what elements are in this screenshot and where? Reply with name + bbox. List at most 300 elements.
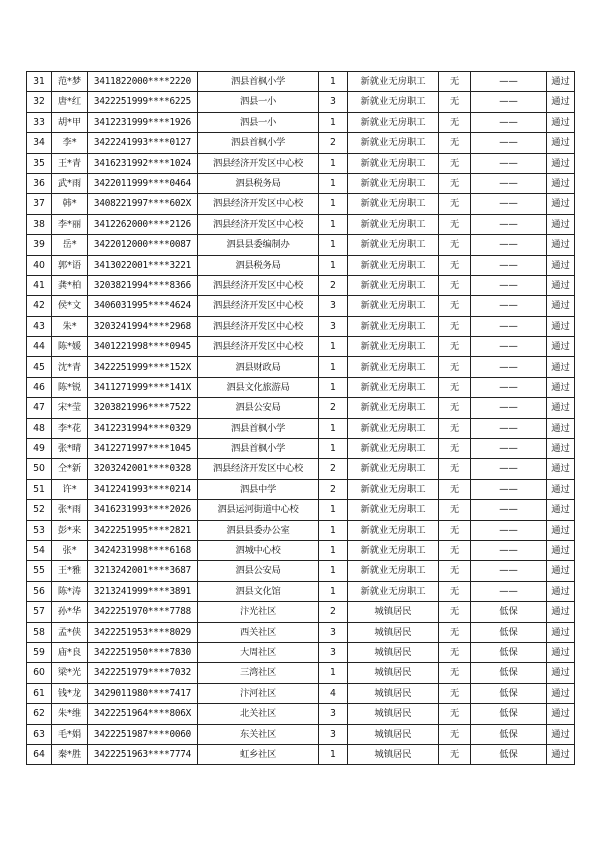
row-number: 61 xyxy=(27,683,52,703)
review-result: 通过 xyxy=(547,704,575,724)
subsidy-type: 低保 xyxy=(471,683,547,703)
subsidy-type: —— xyxy=(471,173,547,193)
household-size: 1 xyxy=(319,153,348,173)
review-result: 通过 xyxy=(547,520,575,540)
applicant-name: 朱* xyxy=(52,316,88,336)
work-unit: 泗县运河街道中心校 xyxy=(198,500,319,520)
household-size: 1 xyxy=(319,357,348,377)
applicant-category: 城镇居民 xyxy=(348,642,439,662)
subsidy-type: —— xyxy=(471,133,547,153)
household-size: 3 xyxy=(319,724,348,744)
row-number: 37 xyxy=(27,194,52,214)
subsidy-type: —— xyxy=(471,500,547,520)
review-result: 通过 xyxy=(547,133,575,153)
table-row xyxy=(27,133,575,153)
applicant-name: 岳* xyxy=(52,235,88,255)
household-size: 1 xyxy=(319,744,348,764)
row-number: 52 xyxy=(27,500,52,520)
housing-status: 无 xyxy=(439,602,471,622)
subsidy-type: —— xyxy=(471,72,547,92)
household-size: 4 xyxy=(319,683,348,703)
id-number: 3424231998****6168 xyxy=(88,540,198,560)
row-number: 38 xyxy=(27,214,52,234)
table-row xyxy=(27,398,575,418)
housing-status: 无 xyxy=(439,540,471,560)
subsidy-type: —— xyxy=(471,112,547,132)
id-number: 3406031995****4624 xyxy=(88,296,198,316)
row-number: 49 xyxy=(27,439,52,459)
row-number: 40 xyxy=(27,255,52,275)
review-result: 通过 xyxy=(547,683,575,703)
applicant-name: 彭*来 xyxy=(52,520,88,540)
applicant-table xyxy=(26,71,575,765)
household-size: 1 xyxy=(319,214,348,234)
housing-status: 无 xyxy=(439,581,471,601)
review-result: 通过 xyxy=(547,744,575,764)
work-unit: 泗县经济开发区中心校 xyxy=(198,214,319,234)
housing-status: 无 xyxy=(439,194,471,214)
applicant-name: 王*青 xyxy=(52,153,88,173)
row-number: 59 xyxy=(27,642,52,662)
review-result: 通过 xyxy=(547,622,575,642)
id-number: 3422251995****2821 xyxy=(88,520,198,540)
applicant-category: 新就业无房职工 xyxy=(348,92,439,112)
applicant-category: 新就业无房职工 xyxy=(348,398,439,418)
table-row xyxy=(27,214,575,234)
review-result: 通过 xyxy=(547,439,575,459)
review-result: 通过 xyxy=(547,500,575,520)
applicant-category: 城镇居民 xyxy=(348,602,439,622)
table-row xyxy=(27,337,575,357)
household-size: 1 xyxy=(319,439,348,459)
household-size: 2 xyxy=(319,459,348,479)
work-unit: 北关社区 xyxy=(198,704,319,724)
review-result: 通过 xyxy=(547,337,575,357)
work-unit: 泗县一小 xyxy=(198,92,319,112)
housing-status: 无 xyxy=(439,112,471,132)
row-number: 44 xyxy=(27,337,52,357)
applicant-category: 新就业无房职工 xyxy=(348,520,439,540)
work-unit: 泗县首枫小学 xyxy=(198,72,319,92)
work-unit: 泗县财政局 xyxy=(198,357,319,377)
housing-status: 无 xyxy=(439,561,471,581)
housing-status: 无 xyxy=(439,235,471,255)
id-number: 3411822000****2220 xyxy=(88,72,198,92)
subsidy-type: —— xyxy=(471,540,547,560)
work-unit: 泗县经济开发区中心校 xyxy=(198,275,319,295)
review-result: 通过 xyxy=(547,602,575,622)
table-row xyxy=(27,112,575,132)
household-size: 1 xyxy=(319,663,348,683)
household-size: 2 xyxy=(319,275,348,295)
id-number: 3413022001****3221 xyxy=(88,255,198,275)
subsidy-type: —— xyxy=(471,561,547,581)
id-number: 3203242001****0328 xyxy=(88,459,198,479)
id-number: 3422012000****0087 xyxy=(88,235,198,255)
work-unit: 泗县公安局 xyxy=(198,561,319,581)
subsidy-type: —— xyxy=(471,479,547,499)
table-row xyxy=(27,500,575,520)
housing-status: 无 xyxy=(439,377,471,397)
subsidy-type: —— xyxy=(471,214,547,234)
work-unit: 泗县首枫小学 xyxy=(198,418,319,438)
id-number: 3213242001****3687 xyxy=(88,561,198,581)
subsidy-type: 低保 xyxy=(471,602,547,622)
applicant-name: 朱*维 xyxy=(52,704,88,724)
id-number: 3408221997****602X xyxy=(88,194,198,214)
applicant-name: 毛*娟 xyxy=(52,724,88,744)
id-number: 3412231994****0329 xyxy=(88,418,198,438)
household-size: 1 xyxy=(319,520,348,540)
id-number: 3422251950****7830 xyxy=(88,642,198,662)
subsidy-type: 低保 xyxy=(471,642,547,662)
review-result: 通过 xyxy=(547,275,575,295)
household-size: 2 xyxy=(319,133,348,153)
housing-status: 无 xyxy=(439,683,471,703)
housing-status: 无 xyxy=(439,642,471,662)
id-number: 3213241999****3891 xyxy=(88,581,198,601)
table-row xyxy=(27,642,575,662)
applicant-category: 新就业无房职工 xyxy=(348,173,439,193)
applicant-category: 新就业无房职工 xyxy=(348,500,439,520)
table-row xyxy=(27,561,575,581)
id-number: 3422251999****6225 xyxy=(88,92,198,112)
id-number: 3422251987****0060 xyxy=(88,724,198,744)
household-size: 1 xyxy=(319,377,348,397)
applicant-category: 新就业无房职工 xyxy=(348,235,439,255)
work-unit: 三湾社区 xyxy=(198,663,319,683)
applicant-name: 秦*胜 xyxy=(52,744,88,764)
applicant-category: 新就业无房职工 xyxy=(348,296,439,316)
applicant-name: 张*晴 xyxy=(52,439,88,459)
row-number: 54 xyxy=(27,540,52,560)
row-number: 39 xyxy=(27,235,52,255)
table-row xyxy=(27,418,575,438)
row-number: 62 xyxy=(27,704,52,724)
row-number: 31 xyxy=(27,72,52,92)
row-number: 34 xyxy=(27,133,52,153)
table-row xyxy=(27,622,575,642)
table-row xyxy=(27,377,575,397)
applicant-name: 仝*新 xyxy=(52,459,88,479)
subsidy-type: —— xyxy=(471,255,547,275)
applicant-name: 李*丽 xyxy=(52,214,88,234)
row-number: 36 xyxy=(27,173,52,193)
subsidy-type: 低保 xyxy=(471,622,547,642)
work-unit: 泗县县委编制办 xyxy=(198,235,319,255)
table-row xyxy=(27,296,575,316)
household-size: 3 xyxy=(319,622,348,642)
subsidy-type: 低保 xyxy=(471,744,547,764)
row-number: 35 xyxy=(27,153,52,173)
housing-status: 无 xyxy=(439,255,471,275)
household-size: 3 xyxy=(319,92,348,112)
housing-status: 无 xyxy=(439,357,471,377)
table-row xyxy=(27,520,575,540)
household-size: 2 xyxy=(319,479,348,499)
table-row xyxy=(27,153,575,173)
subsidy-type: 低保 xyxy=(471,704,547,724)
table-row xyxy=(27,255,575,275)
review-result: 通过 xyxy=(547,214,575,234)
housing-status: 无 xyxy=(439,316,471,336)
applicant-category: 新就业无房职工 xyxy=(348,316,439,336)
id-number: 3422241993****0127 xyxy=(88,133,198,153)
table-row xyxy=(27,194,575,214)
table-row xyxy=(27,602,575,622)
id-number: 3416231992****1024 xyxy=(88,153,198,173)
applicant-category: 城镇居民 xyxy=(348,704,439,724)
review-result: 通过 xyxy=(547,724,575,744)
id-number: 3422251964****806X xyxy=(88,704,198,724)
applicant-name: 王*雅 xyxy=(52,561,88,581)
household-size: 3 xyxy=(319,704,348,724)
applicant-category: 新就业无房职工 xyxy=(348,581,439,601)
household-size: 1 xyxy=(319,500,348,520)
housing-status: 无 xyxy=(439,663,471,683)
table-row xyxy=(27,663,575,683)
id-number: 3422251979****7032 xyxy=(88,663,198,683)
row-number: 63 xyxy=(27,724,52,744)
applicant-name: 韩* xyxy=(52,194,88,214)
applicant-name: 范*梦 xyxy=(52,72,88,92)
applicant-name: 陈*涛 xyxy=(52,581,88,601)
work-unit: 泗县一小 xyxy=(198,112,319,132)
id-number: 3203821996****7522 xyxy=(88,398,198,418)
housing-status: 无 xyxy=(439,133,471,153)
subsidy-type: —— xyxy=(471,92,547,112)
work-unit: 泗县县委办公室 xyxy=(198,520,319,540)
applicant-name: 梁*光 xyxy=(52,663,88,683)
applicant-category: 新就业无房职工 xyxy=(348,377,439,397)
applicant-name: 李*花 xyxy=(52,418,88,438)
housing-status: 无 xyxy=(439,418,471,438)
row-number: 46 xyxy=(27,377,52,397)
review-result: 通过 xyxy=(547,112,575,132)
household-size: 1 xyxy=(319,561,348,581)
row-number: 47 xyxy=(27,398,52,418)
id-number: 3412262000****2126 xyxy=(88,214,198,234)
housing-status: 无 xyxy=(439,153,471,173)
subsidy-type: —— xyxy=(471,194,547,214)
id-number: 3422251970****7788 xyxy=(88,602,198,622)
applicant-name: 陈*锐 xyxy=(52,377,88,397)
row-number: 48 xyxy=(27,418,52,438)
id-number: 3411271999****141X xyxy=(88,377,198,397)
work-unit: 泗县经济开发区中心校 xyxy=(198,296,319,316)
table-row xyxy=(27,704,575,724)
review-result: 通过 xyxy=(547,540,575,560)
review-result: 通过 xyxy=(547,316,575,336)
subsidy-type: —— xyxy=(471,235,547,255)
housing-status: 无 xyxy=(439,704,471,724)
subsidy-type: —— xyxy=(471,520,547,540)
applicant-category: 新就业无房职工 xyxy=(348,337,439,357)
table-row xyxy=(27,72,575,92)
work-unit: 汴河社区 xyxy=(198,683,319,703)
review-result: 通过 xyxy=(547,642,575,662)
housing-status: 无 xyxy=(439,500,471,520)
household-size: 1 xyxy=(319,194,348,214)
review-result: 通过 xyxy=(547,357,575,377)
applicant-category: 新就业无房职工 xyxy=(348,479,439,499)
review-result: 通过 xyxy=(547,255,575,275)
review-result: 通过 xyxy=(547,296,575,316)
review-result: 通过 xyxy=(547,561,575,581)
id-number: 3412241993****0214 xyxy=(88,479,198,499)
applicant-category: 新就业无房职工 xyxy=(348,275,439,295)
row-number: 42 xyxy=(27,296,52,316)
work-unit: 泗县中学 xyxy=(198,479,319,499)
table-row xyxy=(27,275,575,295)
review-result: 通过 xyxy=(547,418,575,438)
row-number: 33 xyxy=(27,112,52,132)
id-number: 3429011980****7417 xyxy=(88,683,198,703)
subsidy-type: —— xyxy=(471,418,547,438)
applicant-category: 城镇居民 xyxy=(348,663,439,683)
applicant-category: 城镇居民 xyxy=(348,683,439,703)
housing-status: 无 xyxy=(439,459,471,479)
row-number: 55 xyxy=(27,561,52,581)
applicant-name: 孟*侠 xyxy=(52,622,88,642)
work-unit: 大周社区 xyxy=(198,642,319,662)
row-number: 32 xyxy=(27,92,52,112)
id-number: 3422251999****152X xyxy=(88,357,198,377)
household-size: 3 xyxy=(319,642,348,662)
review-result: 通过 xyxy=(547,479,575,499)
household-size: 2 xyxy=(319,398,348,418)
applicant-name: 沈*青 xyxy=(52,357,88,377)
work-unit: 汴光社区 xyxy=(198,602,319,622)
work-unit: 泗县首枫小学 xyxy=(198,439,319,459)
applicant-name: 龚*柏 xyxy=(52,275,88,295)
row-number: 56 xyxy=(27,581,52,601)
applicant-category: 新就业无房职工 xyxy=(348,214,439,234)
id-number: 3422251963****7774 xyxy=(88,744,198,764)
household-size: 2 xyxy=(319,602,348,622)
work-unit: 虹乡社区 xyxy=(198,744,319,764)
subsidy-type: —— xyxy=(471,296,547,316)
applicant-name: 陈*媛 xyxy=(52,337,88,357)
housing-status: 无 xyxy=(439,622,471,642)
applicant-name: 钱*龙 xyxy=(52,683,88,703)
household-size: 1 xyxy=(319,112,348,132)
housing-status: 无 xyxy=(439,724,471,744)
applicant-category: 新就业无房职工 xyxy=(348,255,439,275)
table-row xyxy=(27,173,575,193)
subsidy-type: —— xyxy=(471,316,547,336)
applicant-name: 唐*红 xyxy=(52,92,88,112)
applicant-name: 孙*华 xyxy=(52,602,88,622)
id-number: 3203821994****8366 xyxy=(88,275,198,295)
work-unit: 泗县公安局 xyxy=(198,398,319,418)
applicant-category: 新就业无房职工 xyxy=(348,133,439,153)
work-unit: 泗县税务局 xyxy=(198,255,319,275)
review-result: 通过 xyxy=(547,194,575,214)
row-number: 53 xyxy=(27,520,52,540)
applicant-category: 城镇居民 xyxy=(348,622,439,642)
applicant-name: 张* xyxy=(52,540,88,560)
review-result: 通过 xyxy=(547,377,575,397)
id-number: 3401221998****0945 xyxy=(88,337,198,357)
review-result: 通过 xyxy=(547,581,575,601)
work-unit: 泗县经济开发区中心校 xyxy=(198,153,319,173)
household-size: 3 xyxy=(319,296,348,316)
row-number: 51 xyxy=(27,479,52,499)
row-number: 43 xyxy=(27,316,52,336)
work-unit: 泗县经济开发区中心校 xyxy=(198,194,319,214)
review-result: 通过 xyxy=(547,459,575,479)
applicant-category: 新就业无房职工 xyxy=(348,439,439,459)
subsidy-type: 低保 xyxy=(471,724,547,744)
row-number: 64 xyxy=(27,744,52,764)
housing-status: 无 xyxy=(439,296,471,316)
applicant-name: 张*雨 xyxy=(52,500,88,520)
housing-status: 无 xyxy=(439,214,471,234)
row-number: 45 xyxy=(27,357,52,377)
household-size: 1 xyxy=(319,337,348,357)
table-row xyxy=(27,439,575,459)
housing-status: 无 xyxy=(439,72,471,92)
id-number: 3412271997****1045 xyxy=(88,439,198,459)
housing-status: 无 xyxy=(439,479,471,499)
table-row xyxy=(27,724,575,744)
applicant-name: 侯*文 xyxy=(52,296,88,316)
household-size: 1 xyxy=(319,72,348,92)
housing-status: 无 xyxy=(439,744,471,764)
housing-status: 无 xyxy=(439,439,471,459)
housing-status: 无 xyxy=(439,398,471,418)
id-number: 3416231993****2026 xyxy=(88,500,198,520)
row-number: 50 xyxy=(27,459,52,479)
table-row xyxy=(27,683,575,703)
household-size: 1 xyxy=(319,418,348,438)
subsidy-type: —— xyxy=(471,377,547,397)
applicant-category: 新就业无房职工 xyxy=(348,459,439,479)
housing-status: 无 xyxy=(439,173,471,193)
household-size: 1 xyxy=(319,255,348,275)
applicant-category: 新就业无房职工 xyxy=(348,72,439,92)
household-size: 1 xyxy=(319,540,348,560)
subsidy-type: 低保 xyxy=(471,663,547,683)
row-number: 58 xyxy=(27,622,52,642)
housing-status: 无 xyxy=(439,520,471,540)
applicant-category: 新就业无房职工 xyxy=(348,357,439,377)
applicant-category: 城镇居民 xyxy=(348,744,439,764)
table-row xyxy=(27,540,575,560)
row-number: 41 xyxy=(27,275,52,295)
subsidy-type: —— xyxy=(471,398,547,418)
applicant-category: 新就业无房职工 xyxy=(348,194,439,214)
table-row xyxy=(27,459,575,479)
housing-status: 无 xyxy=(439,275,471,295)
id-number: 3422251953****8029 xyxy=(88,622,198,642)
id-number: 3203241994****2968 xyxy=(88,316,198,336)
id-number: 3422011999****0464 xyxy=(88,173,198,193)
applicant-category: 新就业无房职工 xyxy=(348,540,439,560)
applicant-category: 新就业无房职工 xyxy=(348,418,439,438)
work-unit: 泗县文化馆 xyxy=(198,581,319,601)
subsidy-type: —— xyxy=(471,357,547,377)
work-unit: 西关社区 xyxy=(198,622,319,642)
work-unit: 东关社区 xyxy=(198,724,319,744)
applicant-name: 李* xyxy=(52,133,88,153)
table-row xyxy=(27,357,575,377)
applicant-name: 武*雨 xyxy=(52,173,88,193)
row-number: 57 xyxy=(27,602,52,622)
applicant-category: 城镇居民 xyxy=(348,724,439,744)
applicant-name: 许* xyxy=(52,479,88,499)
